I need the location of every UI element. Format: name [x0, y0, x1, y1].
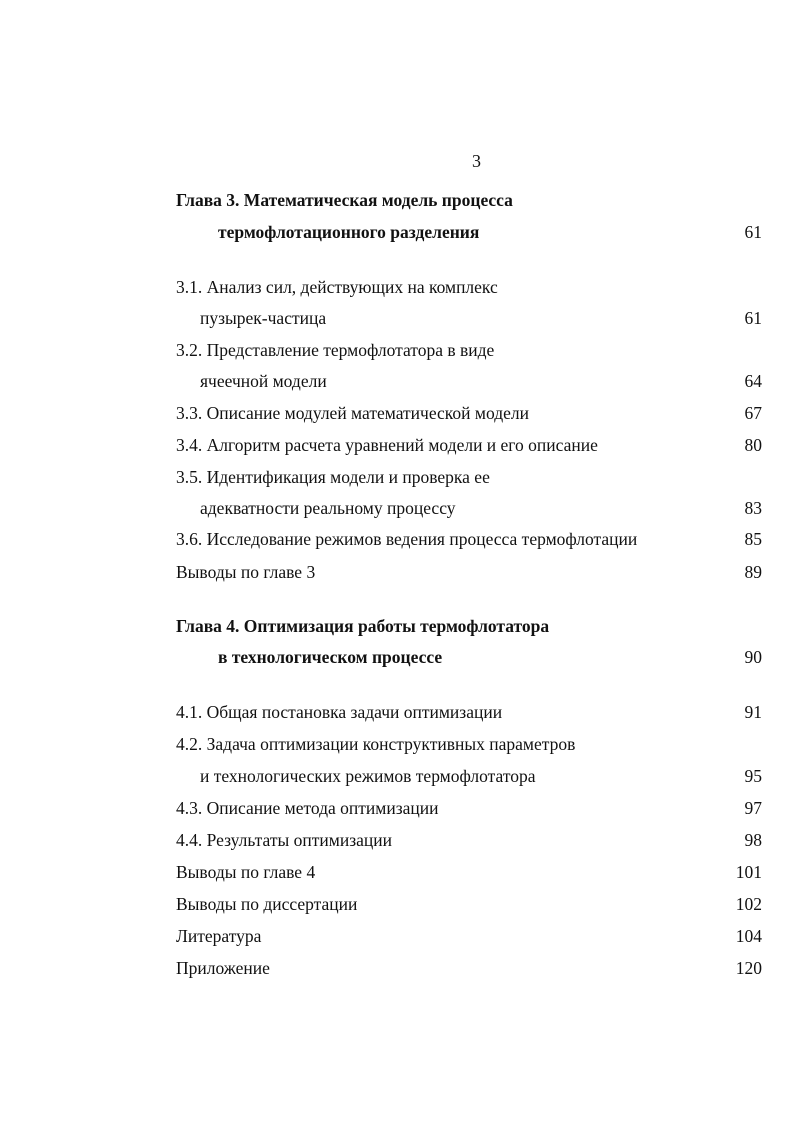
toc-page-number: 91: [744, 702, 762, 722]
toc-page-number: 61: [744, 222, 762, 242]
toc-page-number: 61: [744, 308, 762, 328]
toc-chapter-4-title: Глава 4. Оптимизация работы термофлотатора: [176, 616, 550, 636]
toc-conclusions-chapter-3: Выводы по главе 3 89: [176, 562, 762, 582]
toc-section-3-5-cont: адекватности реальному процессу 83: [200, 498, 762, 518]
toc-chapter-3-title-cont: термофлотационного разделения 61: [218, 222, 762, 242]
toc-appendix: Приложение 120: [176, 958, 762, 978]
toc-section-4-2: 4.2. Задача оптимизации конструктивных параметров: [176, 734, 576, 754]
toc-section-4-3: 4.3. Описание метода оптимизации 97: [176, 798, 762, 818]
toc-page-number: 89: [744, 562, 762, 582]
toc-page-number: 104: [735, 926, 762, 946]
toc-page-number: 102: [735, 894, 762, 914]
toc-conclusions-chapter-4: Выводы по главе 4 101: [176, 862, 762, 882]
toc-chapter-4-title-cont: в технологическом процессе 90: [218, 647, 762, 667]
toc-page-number: 120: [735, 958, 762, 978]
toc-section-3-3: 3.3. Описание модулей математической модели 67: [176, 403, 762, 423]
toc-chapter-3-title: Глава 3. Математическая модель процесса: [176, 190, 513, 210]
toc-section-3-5: 3.5. Идентификация модели и проверка ее: [176, 467, 490, 487]
toc-section-3-4: 3.4. Алгоритм расчета уравнений модели и его описание 80: [176, 435, 762, 455]
toc-literature: Литература 104: [176, 926, 762, 946]
toc-page-number: 80: [744, 435, 762, 455]
toc-page-number: 83: [744, 498, 762, 518]
toc-section-3-1-cont: пузырек-частица 61: [200, 308, 762, 328]
toc-dissertation-conclusions: Выводы по диссертации 102: [176, 894, 762, 914]
toc-page-number: 85: [744, 529, 762, 549]
toc-section-3-1: 3.1. Анализ сил, действующих на комплекс: [176, 277, 498, 297]
toc-page-number: 101: [735, 862, 762, 882]
toc-section-4-1: 4.1. Общая постановка задачи оптимизации 91: [176, 702, 762, 722]
toc-section-3-2: 3.2. Представление термофлотатора в виде: [176, 340, 495, 360]
toc-section-4-4: 4.4. Результаты оптимизации 98: [176, 830, 762, 850]
toc-section-3-2-cont: ячеечной модели 64: [200, 371, 762, 391]
toc-page-number: 67: [744, 403, 762, 423]
toc-page-number: 97: [744, 798, 762, 818]
toc-section-3-6: 3.6. Исследование режимов ведения процесса термофлотации 85: [176, 529, 762, 549]
toc-page-number: 98: [744, 830, 762, 850]
toc-page-number: 64: [744, 371, 762, 391]
toc-page-number: 95: [744, 766, 762, 786]
page-number: 3: [472, 151, 481, 171]
toc-page-number: 90: [744, 647, 762, 667]
toc-section-4-2-cont: и технологических режимов термофлотатора 95: [200, 766, 762, 786]
